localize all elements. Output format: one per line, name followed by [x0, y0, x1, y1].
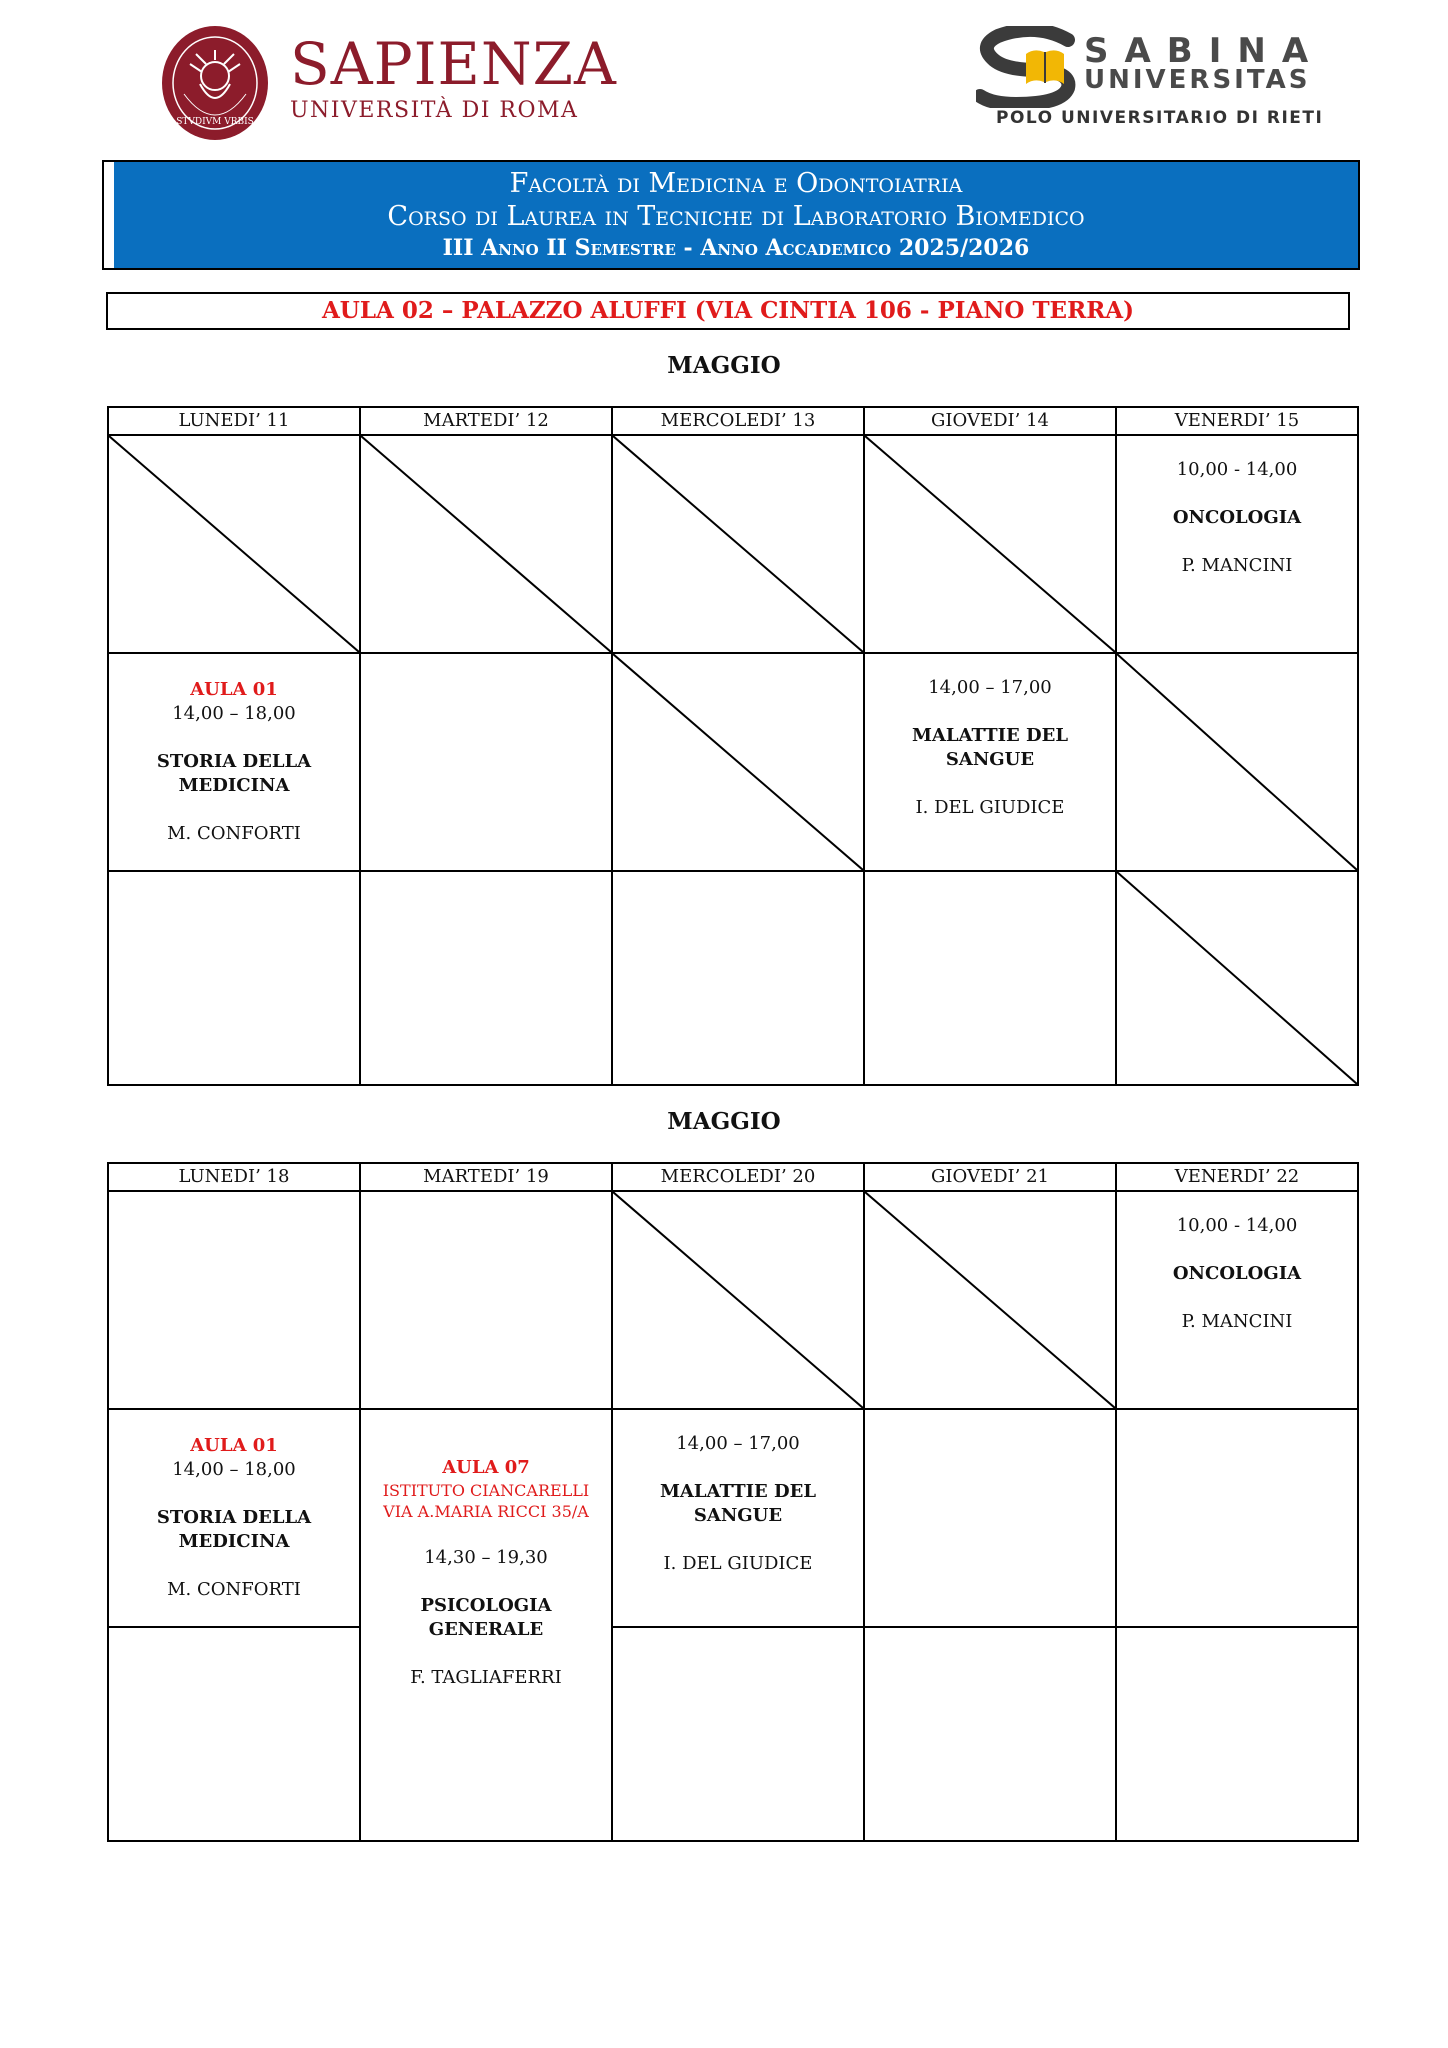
day-header: MARTEDI’ 12 — [361, 408, 613, 434]
empty-slot — [361, 872, 613, 1084]
day-header: VENERDI’ 22 — [1174, 1166, 1300, 1187]
empty-slot — [109, 1192, 361, 1410]
sapienza-subtitle: UNIVERSITÀ DI ROMA — [290, 98, 579, 123]
lesson-time: 14,00 – 17,00 — [676, 1433, 800, 1454]
sapienza-name: SAPIENZA — [290, 30, 617, 98]
empty-slot — [865, 1628, 1117, 1840]
lesson-teacher: F. TAGLIAFERRI — [410, 1667, 562, 1688]
empty-slot — [109, 872, 361, 1084]
room-label: AULA 02 – PALAZZO ALUFFI (VIA CINTIA 106 - PIANO TERRA) — [106, 292, 1350, 330]
lesson-teacher: I. DEL GIUDICE — [663, 1553, 813, 1574]
day-header: VENERDI’ 15 — [1174, 410, 1300, 431]
lesson-slot — [1117, 1192, 1357, 1410]
schedule-table-week1 — [107, 406, 1359, 1086]
day-header: GIOVEDI’ 14 — [865, 408, 1117, 434]
faculty-title: Facoltà di Medicina e Odontoiatria — [509, 168, 963, 199]
lesson-time: 14,00 – 18,00 — [172, 703, 296, 724]
empty-slot-crossed — [613, 436, 865, 654]
lesson-venue-address: VIA A.MARIA RICCI 35/A — [383, 1502, 589, 1521]
empty-slot — [109, 1628, 361, 1840]
degree-title: Corso di Laurea in Tecniche di Laboratorio Biomedico — [387, 201, 1085, 232]
day-header: LUNEDI’ 18 — [109, 1164, 361, 1190]
academic-year: III Anno II Semestre - Anno Accademico 2025/2026 — [442, 235, 1030, 261]
lesson-room: AULA 01 — [190, 1435, 278, 1456]
schedule-table-week2 — [107, 1162, 1359, 1842]
lesson-room: AULA 07 — [442, 1457, 530, 1478]
sabina-subtitle: UNIVERSITAS — [1084, 65, 1311, 95]
lesson-course: SANGUE — [693, 1505, 783, 1526]
lesson-venue: ISTITUTO CIANCARELLI — [382, 1481, 590, 1500]
day-header: MERCOLEDI’ 13 — [613, 408, 865, 434]
lesson-time: 10,00 - 14,00 — [1176, 459, 1298, 480]
month-title-2: MAGGIO — [667, 1108, 781, 1135]
sapienza-seal-icon — [160, 24, 270, 142]
lesson-course: ONCOLOGIA — [1172, 507, 1302, 528]
empty-slot — [865, 1410, 1117, 1628]
lesson-course: GENERALE — [428, 1619, 544, 1640]
sabina-tagline: POLO UNIVERSITARIO DI RIETI — [996, 108, 1324, 128]
lesson-course: MALATTIE DEL — [659, 1481, 817, 1502]
empty-slot — [613, 872, 865, 1084]
sabina-logo — [976, 26, 1346, 136]
empty-slot — [613, 1628, 865, 1840]
lesson-teacher: P. MANCINI — [1181, 555, 1293, 576]
sabina-book-icon — [976, 26, 1086, 108]
empty-slot-crossed — [1117, 872, 1357, 1084]
day-header: LUNEDI’ 11 — [109, 408, 361, 434]
lesson-course: MEDICINA — [178, 775, 290, 796]
empty-slot-crossed — [613, 1192, 865, 1410]
empty-slot — [361, 1192, 613, 1410]
lesson-teacher: P. MANCINI — [1181, 1311, 1293, 1332]
lesson-room: AULA 01 — [190, 679, 278, 700]
lesson-teacher: M. CONFORTI — [167, 823, 301, 844]
lesson-course: MALATTIE DEL — [911, 725, 1069, 746]
lesson-teacher: I. DEL GIUDICE — [915, 797, 1065, 818]
empty-slot-crossed — [865, 1192, 1117, 1410]
lesson-slot — [865, 654, 1117, 872]
empty-slot-crossed — [109, 436, 361, 654]
lesson-course: MEDICINA — [178, 1531, 290, 1552]
empty-slot-crossed — [361, 436, 613, 654]
empty-slot — [865, 872, 1117, 1084]
empty-slot — [1117, 1628, 1357, 1840]
lesson-course: PSICOLOGIA — [420, 1595, 552, 1616]
lesson-course: SANGUE — [945, 749, 1035, 770]
sapienza-logo — [160, 24, 617, 144]
course-header-banner — [102, 160, 1360, 270]
lesson-slot — [109, 1410, 361, 1628]
lesson-teacher: M. CONFORTI — [167, 1579, 301, 1600]
lesson-course: STORIA DELLA — [156, 1507, 312, 1528]
table-header-row — [109, 1164, 1357, 1192]
svg-text:STVDIVM VRBIS: STVDIVM VRBIS — [176, 117, 254, 127]
day-header: GIOVEDI’ 21 — [865, 1164, 1117, 1190]
lesson-slot — [1117, 436, 1357, 654]
lesson-slot — [109, 654, 361, 872]
day-header: MERCOLEDI’ 20 — [613, 1164, 865, 1190]
day-header: MARTEDI’ 19 — [361, 1164, 613, 1190]
lesson-course: ONCOLOGIA — [1172, 1263, 1302, 1284]
empty-slot-crossed — [613, 654, 865, 872]
lesson-time: 14,00 – 17,00 — [928, 677, 1052, 698]
empty-slot — [1117, 1410, 1357, 1628]
lesson-time: 14,00 – 18,00 — [172, 1459, 296, 1480]
lesson-course: STORIA DELLA — [156, 751, 312, 772]
empty-slot-crossed — [865, 436, 1117, 654]
empty-slot — [361, 654, 613, 872]
month-title-1: MAGGIO — [667, 352, 781, 379]
empty-slot-crossed — [1117, 654, 1357, 872]
lesson-time: 14,30 – 19,30 — [424, 1547, 548, 1568]
lesson-time: 10,00 - 14,00 — [1176, 1215, 1298, 1236]
lesson-slot — [613, 1410, 865, 1628]
table-header-row — [109, 408, 1357, 436]
sabina-title: SABINA — [1084, 31, 1325, 71]
lesson-slot — [361, 1410, 613, 1840]
